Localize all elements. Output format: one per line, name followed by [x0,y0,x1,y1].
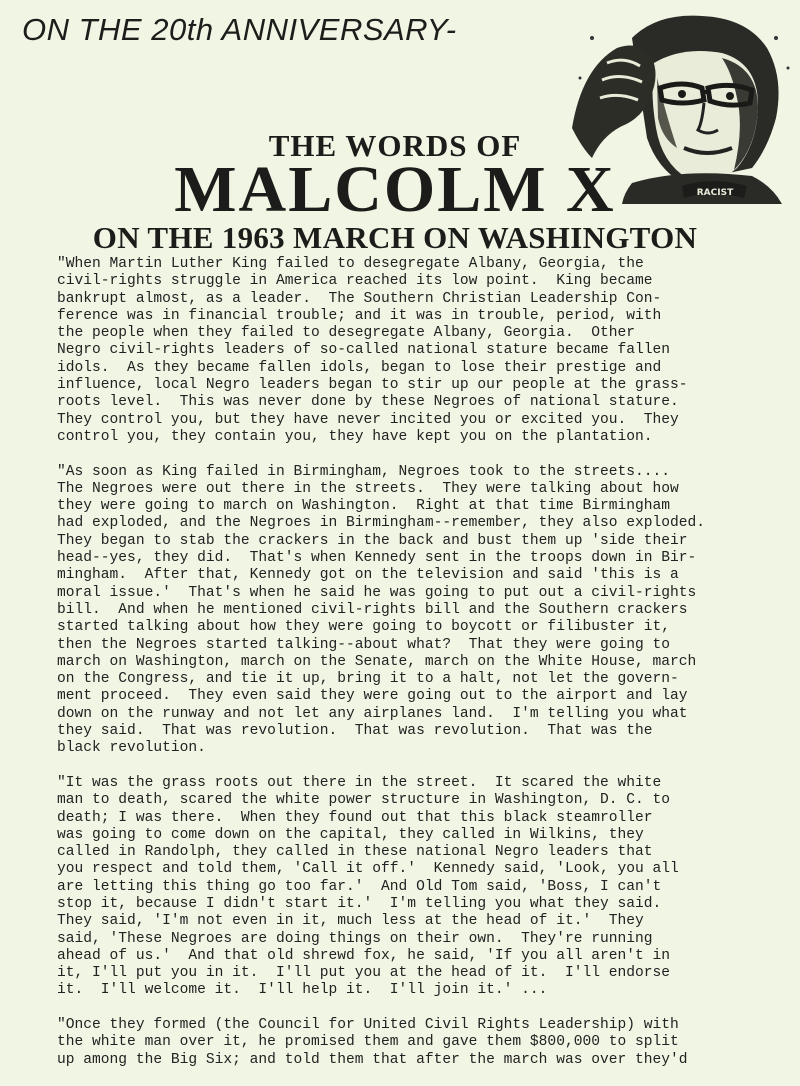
paragraph-line: up among the Big Six; and told them that after the march was over they'd [57,1051,688,1068]
paragraph-line: started talking about how they were going to boycott or filibuster it, [57,619,671,636]
paragraph-line: Negro civil-rights leaders of so-called national stature became fallen [57,342,671,359]
paragraph-line: They began to stab the crackers in the back and bust them up 'side their [57,532,688,549]
quote-paragraph [57,1017,777,1069]
paragraph-line: black revolution. [57,740,206,757]
paragraph-line: moral issue.' That's when he said he was going to put out a civil-rights [57,584,697,601]
paragraph-line: bill. And when he mentioned civil-rights bill and the Southern crackers [57,601,688,618]
paragraph-line: march on Washington, march on the Senate, march on the White House, march [57,653,697,670]
paragraph-line: stop it, because I didn't start it.' I'm telling you what they said. [57,895,662,912]
paragraph-line: roots level. This was never done by these Negroes of national stature. [57,394,679,411]
paragraph-line: are letting this thing go too far.' And Old Tom said, 'Boss, I can't [57,878,662,895]
paragraph-line: the people when they failed to desegregate Albany, Georgia. Other [57,325,636,342]
paragraph-line: ference was in financial trouble; and it was in trouble, period, with [57,307,662,324]
paragraph-line: ahead of us.' And that old shrewd fox, he said, 'If you all aren't in [57,947,671,964]
paragraph-line: called in Randolph, they called in these national Negro leaders that [57,844,653,861]
article-body [57,256,777,1086]
paragraph-line: they said. That was revolution. That was revolution. That was the [57,723,653,740]
paragraph-line: They control you, but they have never incited you or excited you. They [57,411,679,428]
paragraph-line: they were going to march on Washington. Right at that time Birmingham [57,498,671,515]
paragraph-line: idols. As they became fallen idols, began to lose their prestige and [57,359,662,376]
paragraph-line: influence, local Negro leaders began to stir up our people at the grass- [57,377,688,394]
paragraph-line: civil-rights struggle in America reached its low point. King became [57,273,653,290]
title-malcolm-x: MALCOLM X [174,153,616,226]
paragraph-line: it, I'll put you in it. I'll put you at the head of it. I'll endorse [57,965,671,982]
paragraph-line: The Negroes were out there in the streets. They were talking about how [57,480,679,497]
quote-paragraph [57,464,777,758]
paragraph-line: down on the runway and not let any airplanes land. I'm telling you what [57,705,688,722]
quote-paragraph [57,256,777,446]
paragraph-line: it. I'll welcome it. I'll help it. I'll join it.' ... [57,982,548,999]
paragraph-line: mingham. After that, Kennedy got on the television and said 'this is a [57,567,679,584]
paragraph-line: was going to come down on the capital, they called in Wilkins, they [57,826,644,843]
paragraph-line: "As soon as King failed in Birmingham, Negroes took to the streets.... [57,463,671,480]
title-the-words-of: THE WORDS OF [268,128,522,163]
paragraph-line: head--yes, they did. That's when Kennedy sent in the troops down in Bir- [57,550,697,567]
paragraph-line: you respect and told them, 'Call it off.' Kennedy said, 'Look, you all [57,861,679,878]
paragraph-line: on the Congress, and tie it up, bring it to a halt, not let the govern- [57,671,679,688]
title-march-on-washington: ON THE 1963 MARCH ON WASHINGTON [92,220,698,255]
paragraph-line: They said, 'I'm not even in it, much less at the head of it.' They [57,913,644,930]
anniversary-heading: ON THE 20th ANNIVERSARY- [22,12,457,47]
portrait-badge-text: RACIST [696,188,734,198]
paragraph-line: said, 'These Negroes are doing things on their own. They're running [57,930,653,947]
paragraph-line: control you, they contain you, they have kept you on the plantation. [57,428,653,445]
paragraph-line: "Once they formed (the Council for United Civil Rights Leadership) with [57,1017,679,1034]
paragraph-line: ment proceed. They even said they were going out to the airport and lay [57,688,688,705]
paragraph-line: bankrupt almost, as a leader. The Southern Christian Leadership Con- [57,290,662,307]
paragraph-line: man to death, scared the white power structure in Washington, D. C. to [57,792,671,809]
quote-paragraph [57,775,777,1000]
paragraph-line: "When Martin Luther King failed to desegregate Albany, Georgia, the [57,256,644,272]
paragraph-line: death; I was there. When they found out that this black steamroller [57,809,653,826]
paragraph-line: then the Negroes started talking--about what? That they were going to [57,636,671,653]
paragraph-line: the white man over it, he promised them and gave them $800,000 to split [57,1034,679,1051]
paragraph-line: had exploded, and the Negroes in Birmingham--remember, they also exploded. [57,515,706,532]
paragraph-line: "It was the grass roots out there in the street. It scared the white [57,774,662,791]
